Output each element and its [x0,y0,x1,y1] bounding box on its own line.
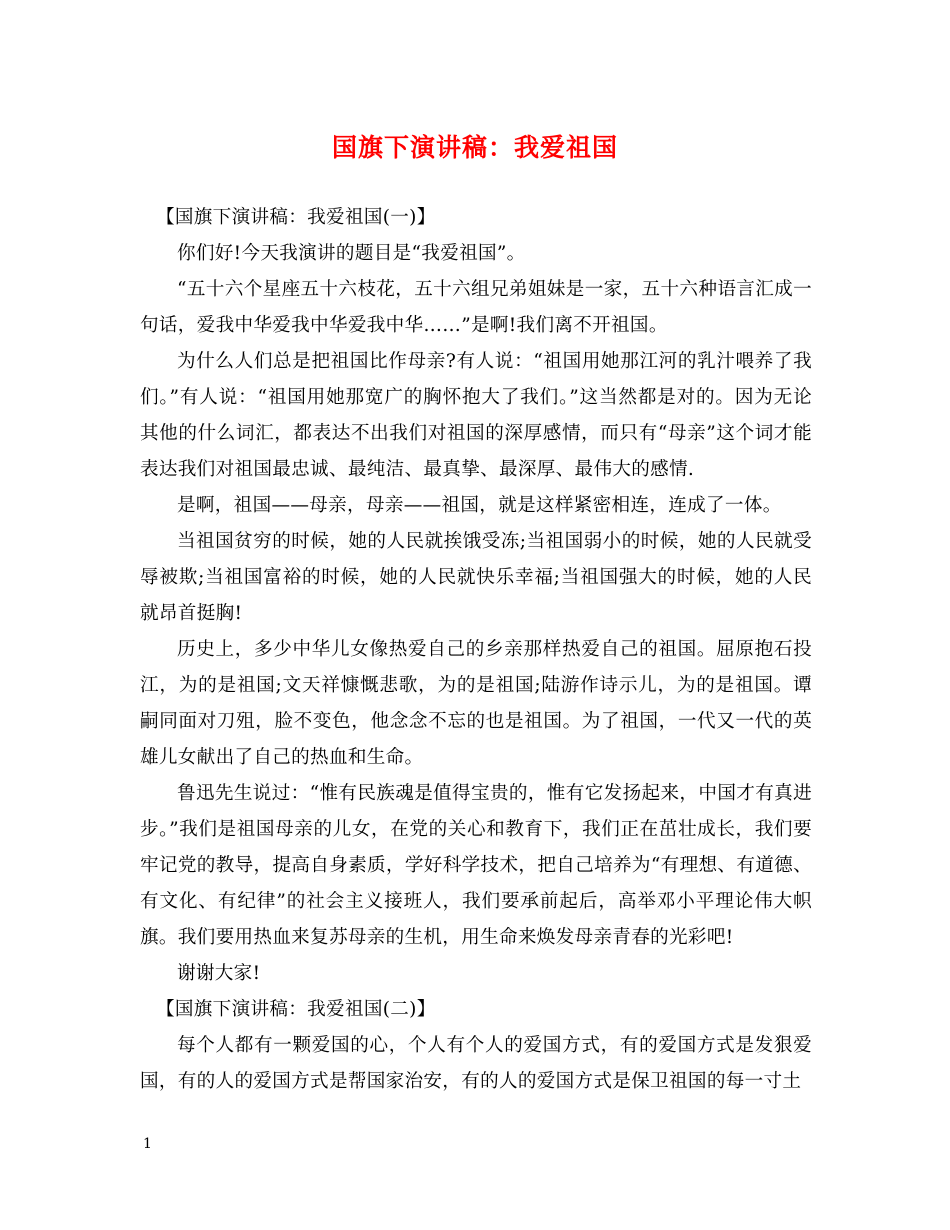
paragraph-patriotic-heart: 每个人都有一颗爱国的心，个人有个人的爱国方式，有的爱国方式是发狠爱国，有的人的爱国方式是帮国家治安，有的人的爱国方式是保卫祖国的每一寸土 [140,1035,812,1092]
paragraph-poor-strong: 当祖国贫穷的时候，她的人民就挨饿受冻;当祖国弱小的时候，她的人民就受辱被欺;当祖国富裕的时候，她的人民就快乐幸福;当祖国强大的时候，她的人民就昂首挺胸! [140,531,812,624]
paragraph-thanks: 谢谢大家! [177,963,261,984]
section-heading-2: 【国旗下演讲稿：我爱祖国(二)】 [156,999,436,1020]
document-title: 国旗下演讲稿：我爱祖国 [331,133,618,162]
document-body [140,200,812,1100]
paragraph-connected: 是啊，祖国——母亲，母亲——祖国，就是这样紧密相连，连成了一体。 [177,495,782,516]
paragraph-56-flowers: “五十六个星座五十六枝花，五十六组兄弟姐妹是一家，五十六种语言汇成一句话，爱我中华爱我中华爱我中华……”是啊!我们离不开祖国。 [140,279,812,336]
section-heading-1: 【国旗下演讲稿：我爱祖国(一)】 [156,207,436,228]
paragraph-mother-metaphor: 为什么人们总是把祖国比作母亲?有人说：“祖国用她那江河的乳汁喂养了我们。”有人说：“祖国用她那宽广的胸怀抱大了我们。”这当然都是对的。因为无论其他的什么词汇，都表达不出我们对祖国的深厚感情，而只有“母亲”这个词才能表达我们对祖国最忠诚、最纯洁、最真挚、最深厚、最伟大的感情. [140,351,812,480]
page-number: 1 [143,1136,152,1152]
paragraph-greeting: 你们好!今天我演讲的题目是“我爱祖国”。 [177,243,526,264]
paragraph-history: 历史上，多少中华儿女像热爱自己的乡亲那样热爱自己的祖国。屈原抱石投江，为的是祖国;文天祥慷慨悲歌，为的是祖国;陆游作诗示儿，为的是祖国。谭嗣同面对刀殂，脸不变色，他念念不忘的也是祖国。为了祖国，一代又一代的英雄儿女献出了自己的热血和生命。 [140,639,812,768]
paragraph-luxun: 鲁迅先生说过：“惟有民族魂是值得宝贵的，惟有它发扬起来，中国才有真进步。”我们是祖国母亲的儿女，在党的关心和教育下，我们正在茁壮成长，我们要牢记党的教导，提高自身素质，学好科学技术，把自己培养为“有理想、有道德、有文化、有纪律”的社会主义接班人，我们要承前起后，高举邓小平理论伟大帜旗。我们要用热血来复苏母亲的生机，用生命来焕发母亲青春的光彩吧! [140,783,812,948]
